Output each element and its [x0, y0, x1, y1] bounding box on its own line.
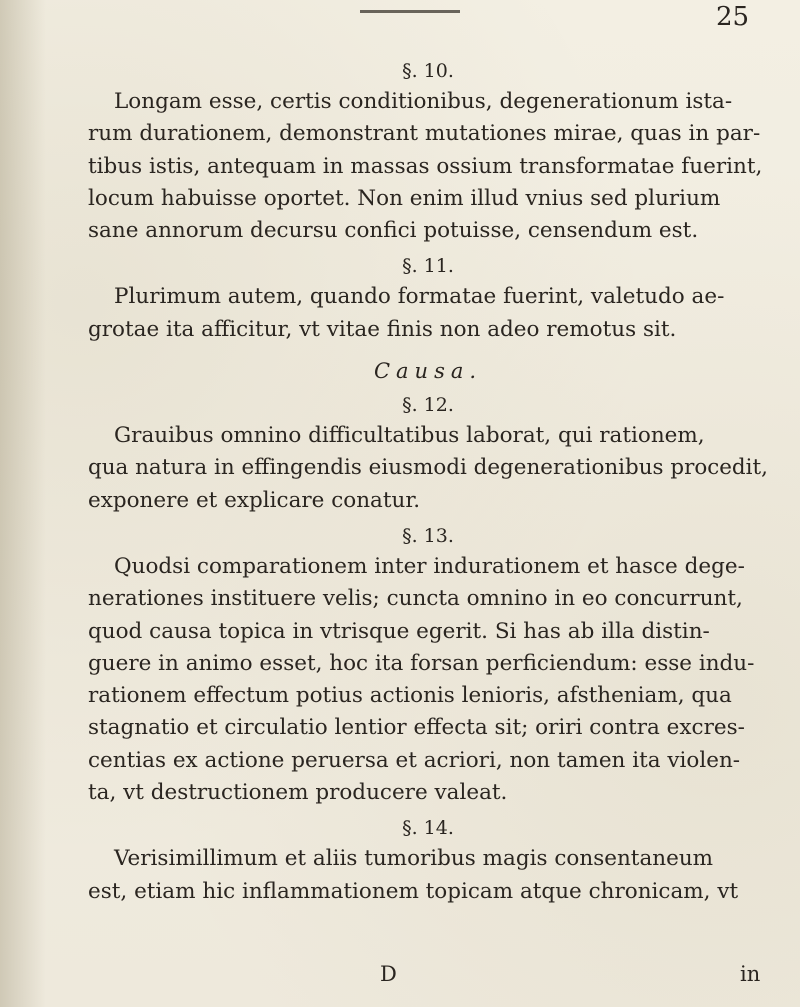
text-line: ta, vt destructionem producere valeat. [88, 780, 508, 806]
text-line: Plurimum autem, quando formatae fuerint, valetudo ae- [114, 284, 725, 310]
section-label-13: §. 13. [402, 524, 454, 547]
paragraph-13 [88, 551, 768, 809]
page-footer [0, 962, 800, 992]
text-line: quod causa topica in vtrisque egerit. Si has ab illa distin- [88, 618, 710, 644]
text-line: grotae ita afficitur, vt vitae finis non adeo remotus sit. [88, 316, 677, 342]
section-label-14: §. 14. [402, 817, 454, 840]
page-gutter-shadow [0, 0, 46, 1007]
paragraph-11 [88, 281, 768, 346]
paragraph-10 [88, 86, 768, 247]
text-block [88, 56, 768, 908]
text-line: Verisimillimum et aliis tumoribus magis consentaneum [114, 846, 714, 872]
text-line: nerationes instituere velis; cuncta omnino in eo concurrunt, [88, 586, 743, 612]
text-line: qua natura in effingendis eiusmodi degenerationibus procedit, [88, 455, 768, 481]
text-line: exponere et explicare conatur. [88, 487, 421, 513]
page-number: 25 [716, 2, 750, 32]
paragraph-12 [88, 420, 768, 517]
section-label-11: §. 11. [402, 255, 454, 278]
text-line: Quodsi comparationem inter indurationem et hasce dege- [114, 553, 745, 579]
catchword: in [740, 962, 761, 986]
text-line: centias ex actione peruersa et acriori, non tamen ita violen- [88, 747, 741, 773]
section-label-12: §. 12. [402, 394, 454, 417]
text-line: est, etiam hic inflammationem topicam atque chronicam, vt [88, 878, 739, 904]
text-line: rum durationem, demonstrant mutationes mirae, quas in par- [88, 121, 761, 147]
header-rule [360, 10, 460, 13]
text-line: guere in animo esset, hoc ita forsan perficiendum: esse indu- [88, 650, 755, 676]
signature-mark: D [380, 962, 397, 986]
text-line: stagnatio et circulatio lentior effecta sit; oriri contra excres- [88, 715, 745, 741]
text-line: tibus istis, antequam in massas ossium transformatae fuerint, [88, 153, 763, 179]
text-line: locum habuisse oportet. Non enim illud vnius sed plurium [88, 185, 721, 211]
text-line: Grauibus omnino difficultatibus laborat, qui rationem, [114, 423, 705, 449]
text-line: sane annorum decursu confici potuisse, censendum est. [88, 218, 699, 244]
text-line: Longam esse, certis conditionibus, degenerationum ista- [114, 89, 733, 114]
heading-causa: Causa. [373, 359, 483, 384]
text-line: rationem effectum potius actionis lenioris, afstheniam, qua [88, 683, 732, 709]
paragraph-14 [88, 843, 768, 908]
section-label-10: §. 10. [402, 60, 454, 82]
